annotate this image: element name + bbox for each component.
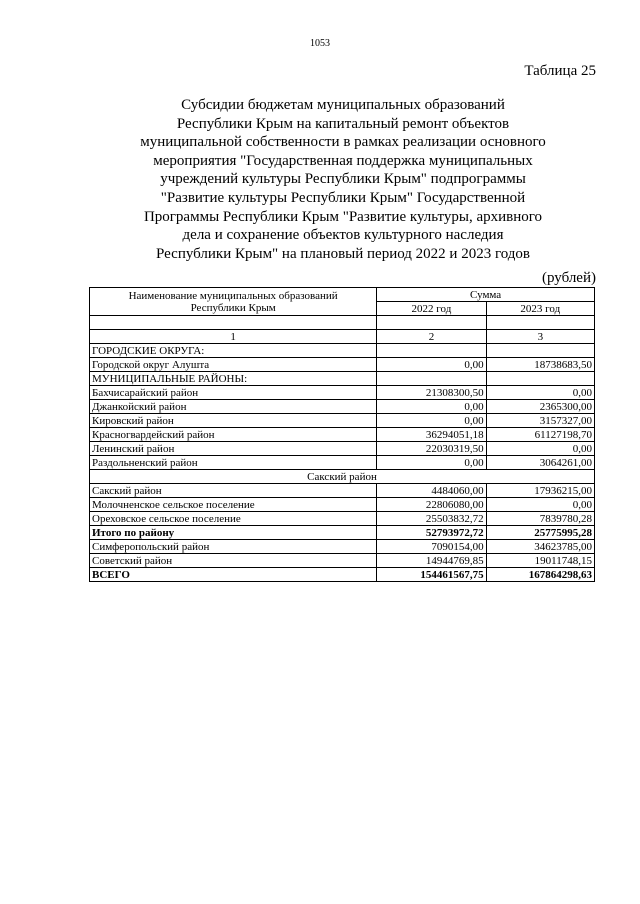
row-name: Молочненское сельское поселение bbox=[90, 498, 377, 512]
table-row bbox=[90, 344, 595, 358]
row-value-2023: 2365300,00 bbox=[486, 400, 594, 414]
row-name: Джанкойский район bbox=[90, 400, 377, 414]
title-line: Субсидии бюджетам муниципальных образований bbox=[181, 97, 505, 113]
row-value-2023: 0,00 bbox=[486, 442, 594, 456]
table-row bbox=[90, 442, 595, 456]
subsidy-table bbox=[89, 287, 595, 582]
title-line: Республики Крым" на плановый период 2022 и 2023 годов bbox=[155, 245, 531, 262]
title-line: дела и сохранение объектов культурного наследия bbox=[182, 227, 504, 244]
subsection-row bbox=[90, 470, 595, 484]
column-number: 1 bbox=[90, 330, 377, 344]
table-row bbox=[90, 456, 595, 470]
table-row bbox=[90, 540, 595, 554]
title-line: Программы Республики Крым "Развитие культуры, архивного bbox=[143, 208, 543, 225]
table-row bbox=[90, 372, 595, 386]
row-value-2023: 19011748,15 bbox=[486, 554, 594, 568]
title-line: учреждений культуры Республики Крым" подпрограммы bbox=[160, 171, 526, 188]
table-row bbox=[90, 428, 595, 442]
subtotal-row bbox=[90, 526, 595, 540]
table-label: Таблица 25 bbox=[524, 63, 596, 79]
units-label: (рублей) bbox=[541, 270, 596, 286]
title-line: "Развитие культуры Республики Крым" Государственной bbox=[160, 189, 526, 206]
row-value-2022: 25503832,72 bbox=[377, 512, 486, 526]
row-value-2022: 22806080,00 bbox=[377, 498, 486, 512]
row-name: ГОРОДСКИЕ ОКРУГА: bbox=[90, 344, 377, 358]
row-value-2023: 167864298,63 bbox=[486, 568, 594, 582]
table-row bbox=[90, 554, 595, 568]
row-value-2022: 0,00 bbox=[377, 414, 486, 428]
table-row bbox=[90, 414, 595, 428]
row-name: Городской округ Алушта bbox=[90, 358, 377, 372]
row-name: Итого по району bbox=[90, 526, 377, 540]
header-sum-cell: Сумма bbox=[377, 288, 595, 302]
row-value-2022: 4484060,00 bbox=[377, 484, 486, 498]
row-value-2022: 22030319,50 bbox=[377, 442, 486, 456]
row-value-2023 bbox=[486, 344, 594, 358]
row-name: Раздольненский район bbox=[90, 456, 377, 470]
row-value-2022: 0,00 bbox=[377, 400, 486, 414]
header-name-line: Республики Крым bbox=[190, 301, 276, 314]
row-value-2023: 3157327,00 bbox=[486, 414, 594, 428]
row-value-2023: 0,00 bbox=[486, 386, 594, 400]
row-name: Ленинский район bbox=[90, 442, 377, 456]
table-row bbox=[90, 386, 595, 400]
row-value-2022 bbox=[377, 344, 486, 358]
title-line: муниципальной собственности в рамках реализации основного bbox=[140, 134, 546, 151]
row-name: ВСЕГО bbox=[90, 568, 377, 582]
column-number: 3 bbox=[486, 330, 594, 344]
title-line: Республики Крым на капитальный ремонт объектов bbox=[176, 115, 510, 132]
row-value-2023 bbox=[486, 372, 594, 386]
row-value-2022: 0,00 bbox=[377, 456, 486, 470]
row-value-2023: 34623785,00 bbox=[486, 540, 594, 554]
row-value-2022: 14944769,85 bbox=[377, 554, 486, 568]
table-row bbox=[90, 358, 595, 372]
row-value-2023: 25775995,28 bbox=[486, 526, 594, 540]
row-value-2022 bbox=[377, 372, 486, 386]
header-name-line: Наименование муниципальных образований bbox=[128, 289, 338, 302]
row-name: Симферопольский район bbox=[90, 540, 377, 554]
row-value-2023: 17936215,00 bbox=[486, 484, 594, 498]
header-separator bbox=[90, 316, 595, 330]
header-year-2023: 2023 год bbox=[486, 302, 594, 316]
table-row bbox=[90, 512, 595, 526]
table-row bbox=[90, 400, 595, 414]
total-row bbox=[90, 568, 595, 582]
row-value-2022: 7090154,00 bbox=[377, 540, 486, 554]
row-value-2023: 7839780,28 bbox=[486, 512, 594, 526]
title-line: мероприятия "Государственная поддержка муниципальных bbox=[153, 152, 533, 169]
row-name: Советский район bbox=[90, 554, 377, 568]
row-value-2022: 21308300,50 bbox=[377, 386, 486, 400]
header-row bbox=[90, 288, 595, 302]
column-number: 2 bbox=[377, 330, 486, 344]
row-value-2022: 0,00 bbox=[377, 358, 486, 372]
row-value-2023: 61127198,70 bbox=[486, 428, 594, 442]
row-name: Кировский район bbox=[90, 414, 377, 428]
row-name: Сакский район bbox=[90, 484, 377, 498]
row-value-2022: 36294051,18 bbox=[377, 428, 486, 442]
row-value-2023: 18738683,50 bbox=[486, 358, 594, 372]
row-value-2022: 52793972,72 bbox=[377, 526, 486, 540]
row-name: МУНИЦИПАЛЬНЫЕ РАЙОНЫ: bbox=[90, 372, 377, 386]
header-name-cell bbox=[90, 288, 377, 316]
subsection-title: Сакский район bbox=[90, 470, 595, 484]
header-year-2022: 2022 год bbox=[377, 302, 486, 316]
page-number: 1053 bbox=[310, 38, 330, 49]
row-name: Бахчисарайский район bbox=[90, 386, 377, 400]
document-title bbox=[100, 96, 586, 263]
row-name: Красногвардейский район bbox=[90, 428, 377, 442]
row-value-2022: 154461567,75 bbox=[377, 568, 486, 582]
row-name: Ореховское сельское поселение bbox=[90, 512, 377, 526]
column-numbers-row bbox=[90, 330, 595, 344]
row-value-2023: 0,00 bbox=[486, 498, 594, 512]
table-row bbox=[90, 498, 595, 512]
table-row bbox=[90, 484, 595, 498]
row-value-2023: 3064261,00 bbox=[486, 456, 594, 470]
